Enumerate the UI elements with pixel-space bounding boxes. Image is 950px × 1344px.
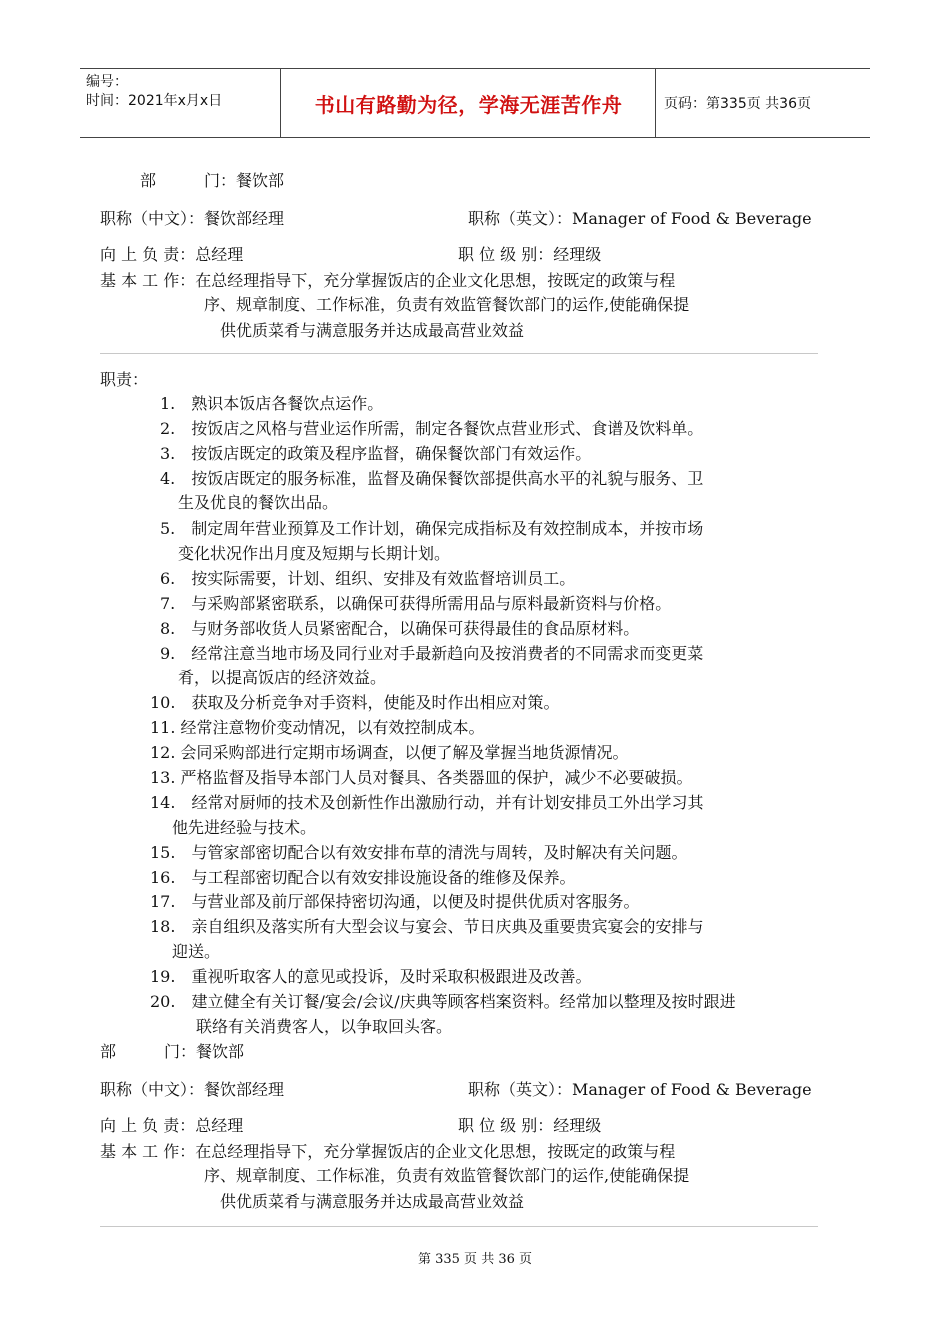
duty-line: 6. 按实际需要，计划、组织、安排及有效监督培训员工。 [160,569,576,588]
divider [100,353,818,354]
reports-to-field: 向 上 负 责：总经理 [100,245,244,264]
duty-line: 17. 与营业部及前厅部保持密切沟通，以便及时提供优质对客服务。 [150,892,640,911]
duty-line: 1. 熟识本饭店各餐饮点运作。 [160,394,384,413]
duty-line: 3. 按饭店既定的政策及程序监督，确保餐饮部门有效运作。 [160,444,592,463]
duty-line: 12. 会同采购部进行定期市场调查，以便了解及掌握当地货源情况。 [150,743,629,762]
basic-work-line-1: 基 本 工 作：在总经理指导下，充分掌握饭店的企业文化思想，按既定的政策与程 [100,1142,676,1161]
duty-line: 16. 与工程部密切配合以有效安排设施设备的维修及保养。 [150,868,576,887]
duty-line: 2. 按饭店之风格与营业运作所需，制定各餐饮点营业形式、食谱及饮料单。 [160,419,704,438]
duty-line: 20. 建立健全有关订餐/宴会/会议/庆典等顾客档案资料。经常加以整理及按时跟进 [150,992,736,1011]
title-en-field: 职称（英文）：Manager of Food & Beverage [468,209,812,228]
title-en-field: 职称（英文）：Manager of Food & Beverage [468,1080,812,1099]
duty-line: 变化状况作出月度及短期与长期计划。 [178,544,451,563]
grade-field: 职 位 级 别：经理级 [458,1116,602,1135]
duty-line: 5. 制定周年营业预算及工作计划，确保完成指标及有效控制成本，并按市场 [160,519,704,538]
duty-line: 7. 与采购部紧密联系，以确保可获得所需用品与原料最新资料与价格。 [160,594,672,613]
header-meta [80,69,281,137]
duty-line: 14. 经常对厨师的技术及创新性作出激励行动，并有计划安排员工外出学习其 [150,793,704,812]
department-field: 部 门：餐饮部 [100,1042,245,1061]
title-cn-field: 职称（中文）：餐饮部经理 [100,209,285,228]
duty-line: 18. 亲自组织及落实所有大型会议与宴会、节日庆典及重要贵宾宴会的安排与 [150,917,704,936]
department-field: 部 门：餐饮部 [140,171,285,190]
date-label: 时间：2021年x月x日 [86,93,223,109]
duty-line: 10. 获取及分析竞争对手资料，使能及时作出相应对策。 [150,693,560,712]
basic-work-line-2: 序、规章制度、工作标准，负责有效监管餐饮部门的运作,使能确保提 [204,295,690,314]
duty-line: 11. 经常注意物价变动情况，以有效控制成本。 [150,718,485,737]
basic-work-line-2: 序、规章制度、工作标准，负责有效监管餐饮部门的运作,使能确保提 [204,1166,690,1185]
duty-line: 15. 与管家部密切配合以有效安排布草的清洗与周转，及时解决有关问题。 [150,843,688,862]
serial-label: 编号： [86,74,128,90]
duty-line: 迎送。 [172,942,221,961]
duty-line: 19. 重视听取客人的意见或投诉，及时采取积极跟进及改善。 [150,967,592,986]
basic-work-line-3: 供优质菜肴与满意服务并达成最高营业效益 [220,1192,525,1211]
duty-line: 生及优良的餐饮出品。 [178,493,339,512]
duty-line: 他先进经验与技术。 [172,818,317,837]
divider [100,1226,818,1227]
page-footer: 第 335 页 共 36 页 [417,1252,533,1267]
duty-line: 肴，以提高饭店的经济效益。 [178,668,387,687]
title-cn-field: 职称（中文）：餐饮部经理 [100,1080,285,1099]
duty-line: 9. 经常注意当地市场及同行业对手最新趋向及按消费者的不同需求而变更菜 [160,644,704,663]
basic-work-line-3: 供优质菜肴与满意服务并达成最高营业效益 [220,321,525,340]
header-page-info: 页码：第335页 共36页 [664,96,811,112]
basic-work-line-1: 基 本 工 作：在总经理指导下，充分掌握饭店的企业文化思想，按既定的政策与程 [100,271,676,290]
grade-field: 职 位 级 别：经理级 [458,245,602,264]
duty-line: 8. 与财务部收货人员紧密配合，以确保可获得最佳的食品原材料。 [160,619,640,638]
header-motto: 书山有路勤为径，学海无涯苦作舟 [282,69,656,137]
duty-line: 联络有关消费客人，以争取回头客。 [196,1017,453,1036]
reports-to-field: 向 上 负 责：总经理 [100,1116,244,1135]
duty-line: 4. 按饭店既定的服务标准，监督及确保餐饮部提供高水平的礼貌与服务、卫 [160,469,704,488]
duty-line: 13. 严格监督及指导本部门人员对餐具、各类器皿的保护，减少不必要破损。 [150,768,693,787]
page-header [80,68,870,138]
duties-heading: 职责： [100,370,149,389]
